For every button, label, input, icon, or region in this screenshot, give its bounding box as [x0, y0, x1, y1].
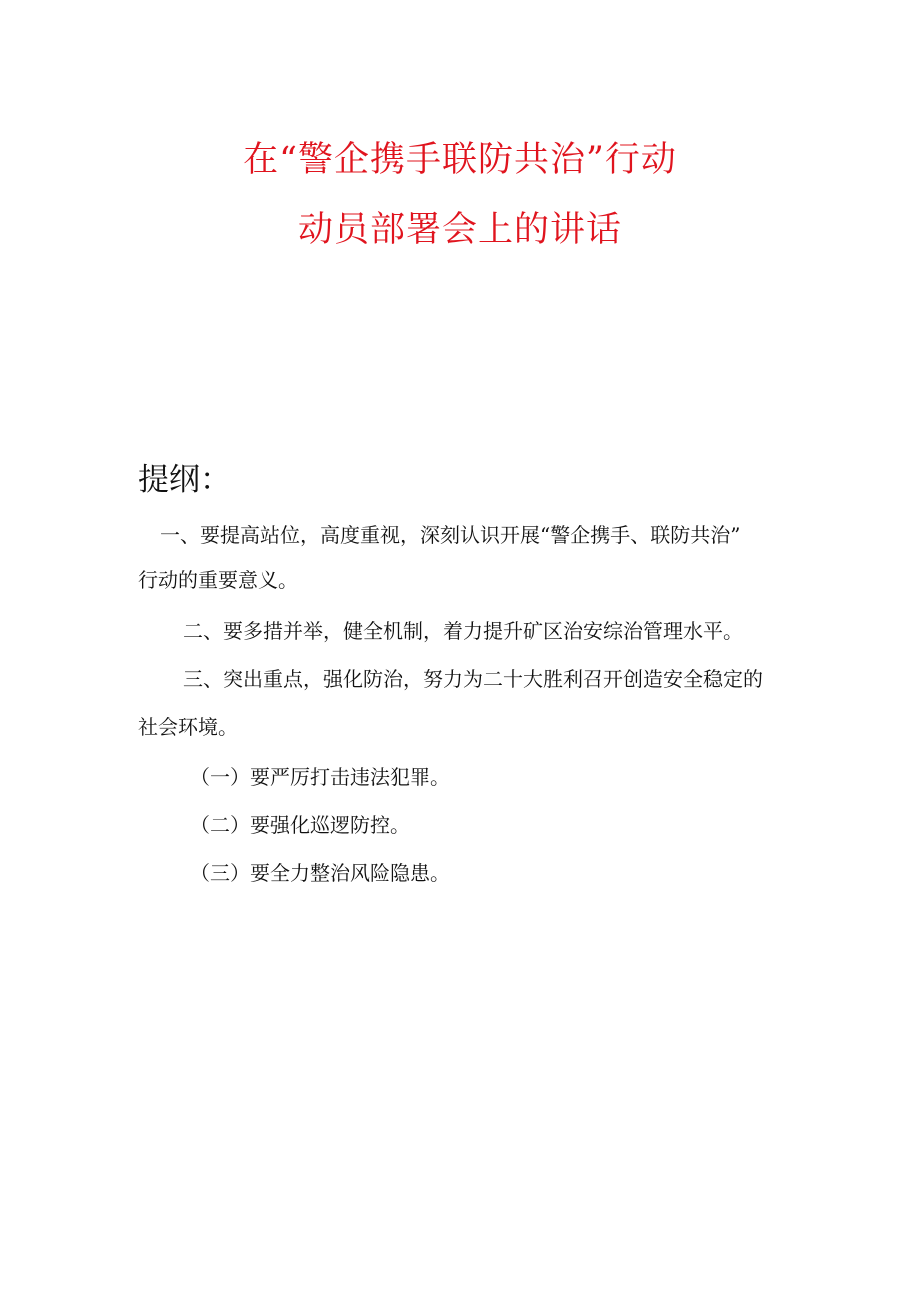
document-title-line-1: 在“警企携手联防共治”行动	[243, 140, 677, 180]
point-3-line-2: 社会环境。	[138, 715, 238, 739]
outline-heading: 提纲：	[138, 462, 231, 498]
subpoint-2: （二）要强化巡逻防控。	[190, 813, 410, 837]
point-1-line-1: 一、要提高站位，高度重视，深刻认识开展“警企携手、联防共治”	[160, 523, 741, 547]
point-3-line-1: 三、突出重点，强化防治，努力为二十大胜利召开创造安全稳定的	[183, 667, 763, 691]
point-1-line-2: 行动的重要意义。	[138, 568, 298, 592]
point-2: 二、要多措并举，健全机制，着力提升矿区治安综治管理水平。	[183, 619, 743, 643]
subpoint-1: （一）要严厉打击违法犯罪。	[190, 765, 450, 789]
document-title-line-2: 动员部署会上的讲话	[297, 210, 622, 250]
subpoint-3: （三）要全力整治风险隐患。	[190, 861, 450, 885]
